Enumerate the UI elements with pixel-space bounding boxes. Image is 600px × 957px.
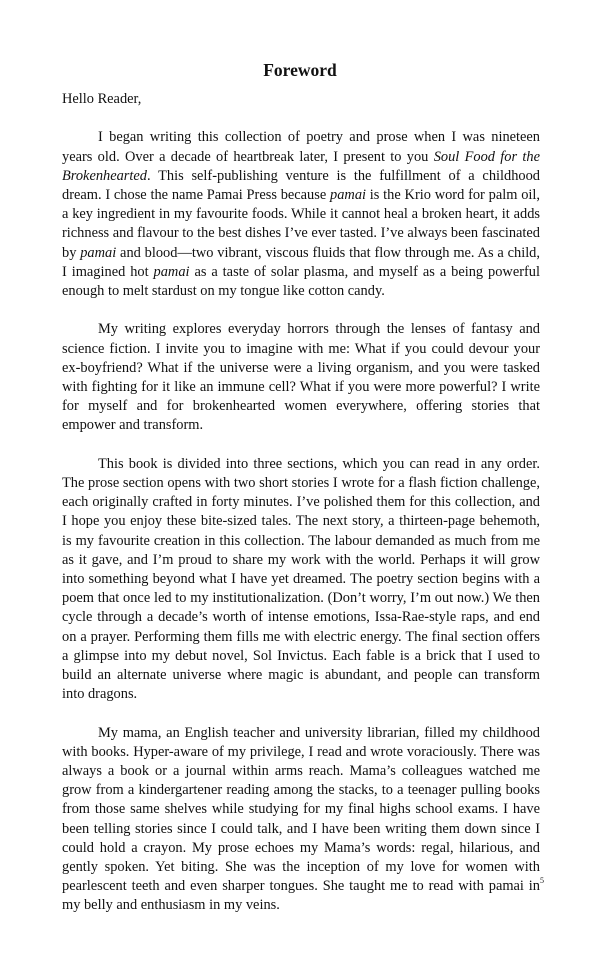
page-title: Foreword bbox=[263, 60, 337, 80]
paragraph-origin bbox=[62, 128, 540, 301]
salutation: Hello Reader, bbox=[62, 91, 142, 107]
text-run: This book is divided into three sections, which you can read in any order. The prose section opens with two short stories I wrote for a flash fiction challenge, each originally crafted in forty minutes. I’ve polished them for this collection, and I hope you enjoy these bite-sized tales. The next story, a thirteen-page behemoth, is my favourite creation in this collection. The labour demanded as much from me as it gave, and I’m proud to share my work with the world. Perhaps it will grow into something beyond what I have yet dreamed. The poetry section begins with a poem that once led to my institutionalization. (Don’t worry, I’m out now.) We then cycle through a decade’s worth of intense emotions, Issa-Rae-style raps, and end on a prayer. Performing them fills me with electric energy. The final section offers a glimpse into my debut novel, Sol Invictus. Each fable is a brick that I used to build an alternate universe where magic is abundant, and people can transform into dragons. bbox=[62, 455, 540, 703]
foreword-body bbox=[62, 90, 540, 916]
italic-text-run: pamai bbox=[80, 244, 117, 261]
text-run: My mama, an English teacher and university librarian, filled my childhood with books. Hyper-aware of my privilege, I read and wrote voraciously. There was always a book or a journal within arms reach. Mama’s colleagues watched me grow from a kindergartener reading among the stacks, to a teenager pulling books from those same shelves while studying for my final highs school exams. I have been telling stories since I could talk, and I have been writing them down since I could hold a crayon. My prose echoes my Mama’s words: regal, hilarious, and gently spoken. Yet biting. She was the inception of my love for women with pearlescent teeth and even sharper tongues. She taught me to read with pamai in my belly and enthusiasm in my veins. bbox=[62, 724, 540, 914]
text-run: and blood—two vibrant, viscous fluids that flow through me. As a child, I imagined hot bbox=[62, 244, 540, 280]
page-number: 5 bbox=[540, 876, 544, 885]
text-run: is the Krio word for palm oil, a key ingredient in my favourite foods. While it cannot heal a broken heart, it adds richness and flavour to the best dishes I’ve ever tasted. I’ve always been fascinated by bbox=[62, 187, 540, 261]
text-run: . This self-publishing venture is the fulfillment of a childhood dream. I chose the name Pamai Press because bbox=[62, 167, 540, 203]
paragraph-themes bbox=[62, 320, 540, 435]
italic-text-run: pamai bbox=[330, 187, 367, 203]
italic-text-run: pamai bbox=[153, 263, 190, 280]
italic-text-run: Soul Food for the Brokenhearted bbox=[62, 148, 540, 184]
paragraph-mama bbox=[62, 724, 540, 916]
text-run: as a taste of solar plasma, and myself as a being powerful enough to melt stardust on my tongue like cotton candy. bbox=[62, 263, 540, 300]
text-run: I began writing this collection of poetry and prose when I was nineteen years old. Over a decade of heartbreak later, I present to you bbox=[62, 129, 540, 165]
paragraph-sections bbox=[62, 455, 540, 705]
text-run: My writing explores everyday horrors through the lenses of fantasy and science fiction. I invite you to imagine with me: What if you could devour your ex-boyfriend? What if the universe were a living organism, and you were tasked with fighting for it like an immune cell? What if you were more powerful? I write for myself and for brokenhearted women everywhere, offering stories that empower and transform. bbox=[62, 321, 540, 434]
